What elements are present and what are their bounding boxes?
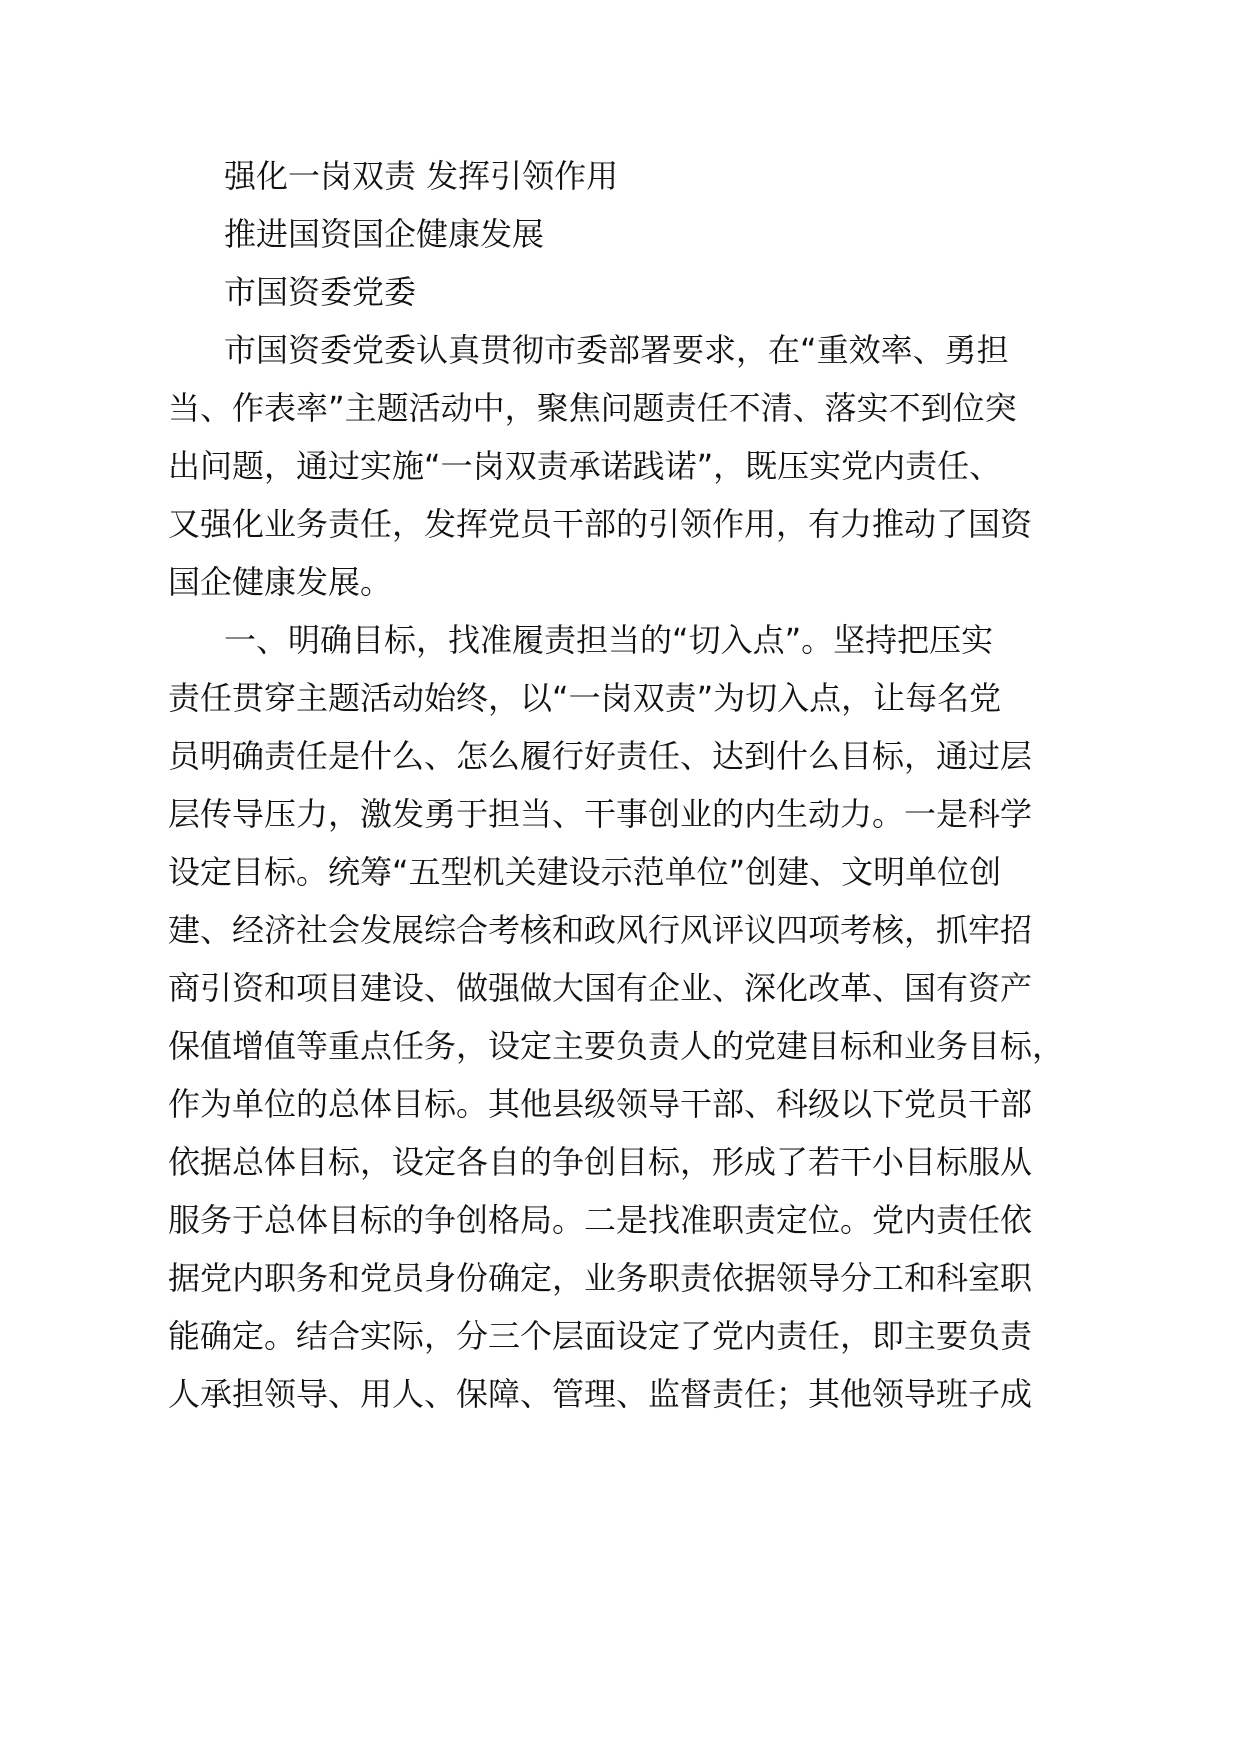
title-line-1: 强化一岗双责 发挥引领作用	[224, 157, 619, 195]
body-line: 国企健康发展。	[168, 563, 393, 601]
body-line: 责任贯穿主题活动始终，以“一岗双责”为切入点，让每名党	[168, 679, 1002, 717]
body-line: 作为单位的总体目标。其他县级领导干部、科级以下党员干部	[168, 1085, 1033, 1123]
body-line: 保值增值等重点任务，设定主要负责人的党建目标和业务目标，	[168, 1027, 1065, 1065]
title-line-2: 推进国资国企健康发展	[224, 215, 545, 253]
body-line: 一、明确目标，找准履责担当的“切入点”。坚持把压实	[224, 621, 994, 659]
body-line: 出问题，通过实施“一岗双责承诺践诺”，既压实党内责任、	[168, 447, 1002, 485]
body-line: 市国资委党委认真贯彻市委部署要求，在“重效率、勇担	[224, 331, 1009, 369]
body-line: 依据总体目标，设定各自的争创目标，形成了若干小目标服从	[168, 1143, 1033, 1181]
body-line: 当、作表率”主题活动中，聚焦问题责任不清、落实不到位突	[168, 389, 1017, 427]
body-line: 据党内职务和党员身份确定，业务职责依据领导分工和科室职	[168, 1259, 1033, 1297]
body-line: 商引资和项目建设、做强做大国有企业、深化改革、国有资产	[168, 969, 1033, 1007]
body-line: 员明确责任是什么、怎么履行好责任、达到什么目标，通过层	[168, 737, 1033, 775]
body-line: 能确定。结合实际，分三个层面设定了党内责任，即主要负责	[168, 1317, 1033, 1355]
body-line: 服务于总体目标的争创格局。二是找准职责定位。党内责任依	[168, 1201, 1033, 1239]
body-line: 人承担领导、用人、保障、管理、监督责任；其他领导班子成	[168, 1375, 1033, 1413]
author-line: 市国资委党委	[224, 273, 417, 311]
body-line: 设定目标。统筹“五型机关建设示范单位”创建、文明单位创	[168, 853, 1002, 891]
body-line: 建、经济社会发展综合考核和政风行风评议四项考核，抓牢招	[168, 911, 1033, 949]
body-line: 又强化业务责任，发挥党员干部的引领作用，有力推动了国资	[168, 505, 1033, 543]
body-line: 层传导压力，激发勇于担当、干事创业的内生动力。一是科学	[168, 795, 1033, 833]
